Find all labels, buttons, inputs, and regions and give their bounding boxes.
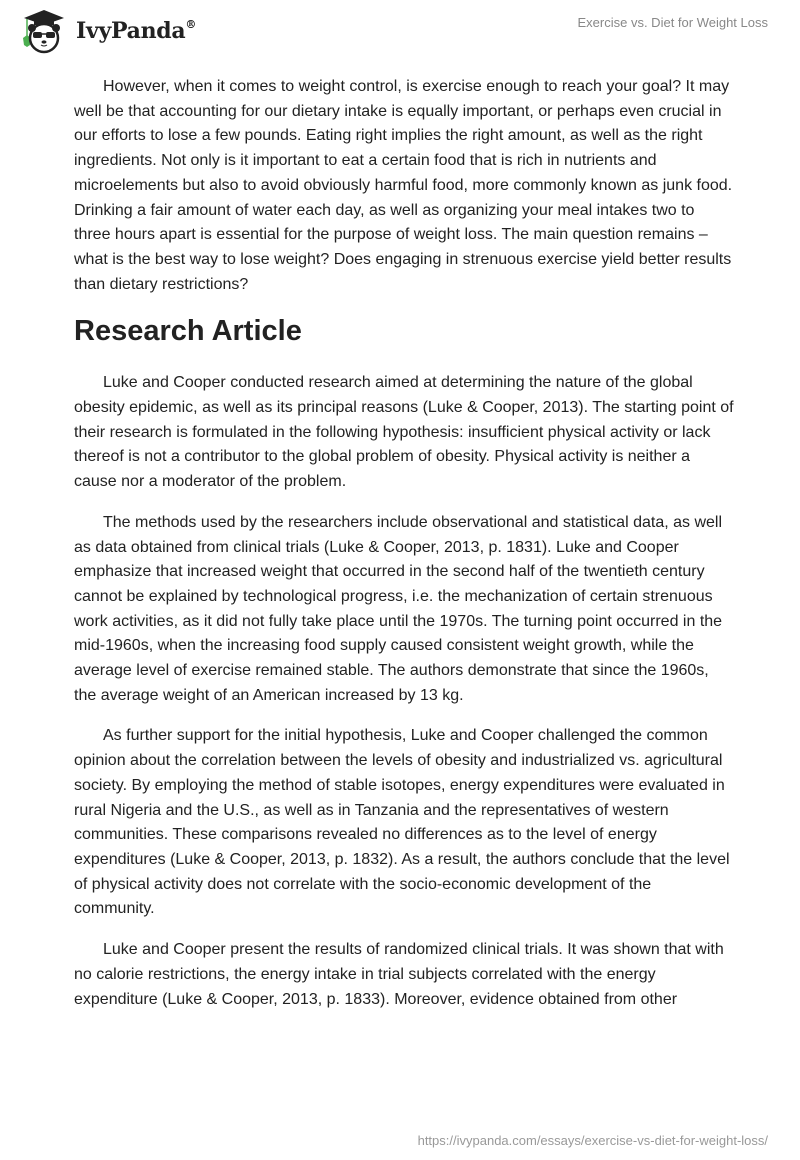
ivypanda-logo[interactable] — [16, 8, 196, 54]
document-title: Exercise vs. Diet for Weight Loss — [577, 15, 768, 30]
panda-graduate-icon — [16, 8, 72, 54]
paragraph: Luke and Cooper conducted research aimed at determining the nature of the global obesity epidemic, as well as its principal reasons (Luke & Cooper, 2013). The starting point of their research is formulated in the following hypothesis: insufficient physical activity or lack thereof is not a contributor to the global problem of obesity. Physical activity is neither a cause nor a moderator of the problem. — [74, 374, 734, 491]
paragraph: The methods used by the researchers include observational and statistical data, as well as data obtained from clinical trials (Luke & Cooper, 2013, p. 1831). Luke and Cooper emphasize that increased weight that occurred in the second half of the twentieth century cannot be explained by technological progress, i.e. the mechanization of certain strenuous work activities, as it did not fully take place until the 1970s. The turning point occurred in the mid-1960s, when the increasing food supply caused consistent weight growth, while the average level of exercise remained stable. The authors demonstrate that since the 1960s, the average weight of an American increased by 13 kg. — [74, 513, 723, 704]
paragraph: As further support for the initial hypothesis, Luke and Cooper challenged the common opinion about the correlation between the levels of obesity and industrialized vs. agricultural society. By employing the method of stable isotopes, energy expenditures were evaluated in rural Nigeria and the U.S., as well as in Tanzania and the representatives of western communities. These comparisons revealed no differences as to the level of energy expenditures (Luke & Cooper, 2013, p. 1832). As a result, the authors conclude that the level of physical activity does not correlate with the socio-economic development of the community. — [74, 727, 730, 918]
logo-text: IvyPanda® — [76, 17, 197, 44]
paragraph-intro: However, when it comes to weight control, is exercise enough to reach your goal? It may well be that accounting for our dietary intake is equally important, or perhaps even crucial in our efforts to lose a few pounds. Eating right implies the right amount, as well as the right ingredients. Not only is it important to eat a certain food that is rich in nutrients and microelements but also to avoid obviously harmful food, more commonly known as junk food. Drinking a fair amount of water each day, as well as organizing your meal intakes two to three hours apart is essential for the purpose of weight loss. The main question remains – what is the best way to lose weight? Does engaging in strenuous exercise yield better results than dietary restrictions? — [74, 78, 733, 293]
page-header — [0, 0, 800, 60]
essay-content — [74, 75, 734, 1028]
paragraph: Luke and Cooper present the results of randomized clinical trials. It was shown that with no calorie restrictions, the energy intake in trial subjects correlated with the energy expenditure (Luke & Cooper, 2013, p. 1833). Moreover, evidence obtained from other — [74, 941, 724, 1008]
footer-url[interactable]: https://ivypanda.com/essays/exercise-vs-diet-for-weight-loss/ — [417, 1133, 768, 1148]
section-heading: Research Article — [74, 315, 302, 348]
